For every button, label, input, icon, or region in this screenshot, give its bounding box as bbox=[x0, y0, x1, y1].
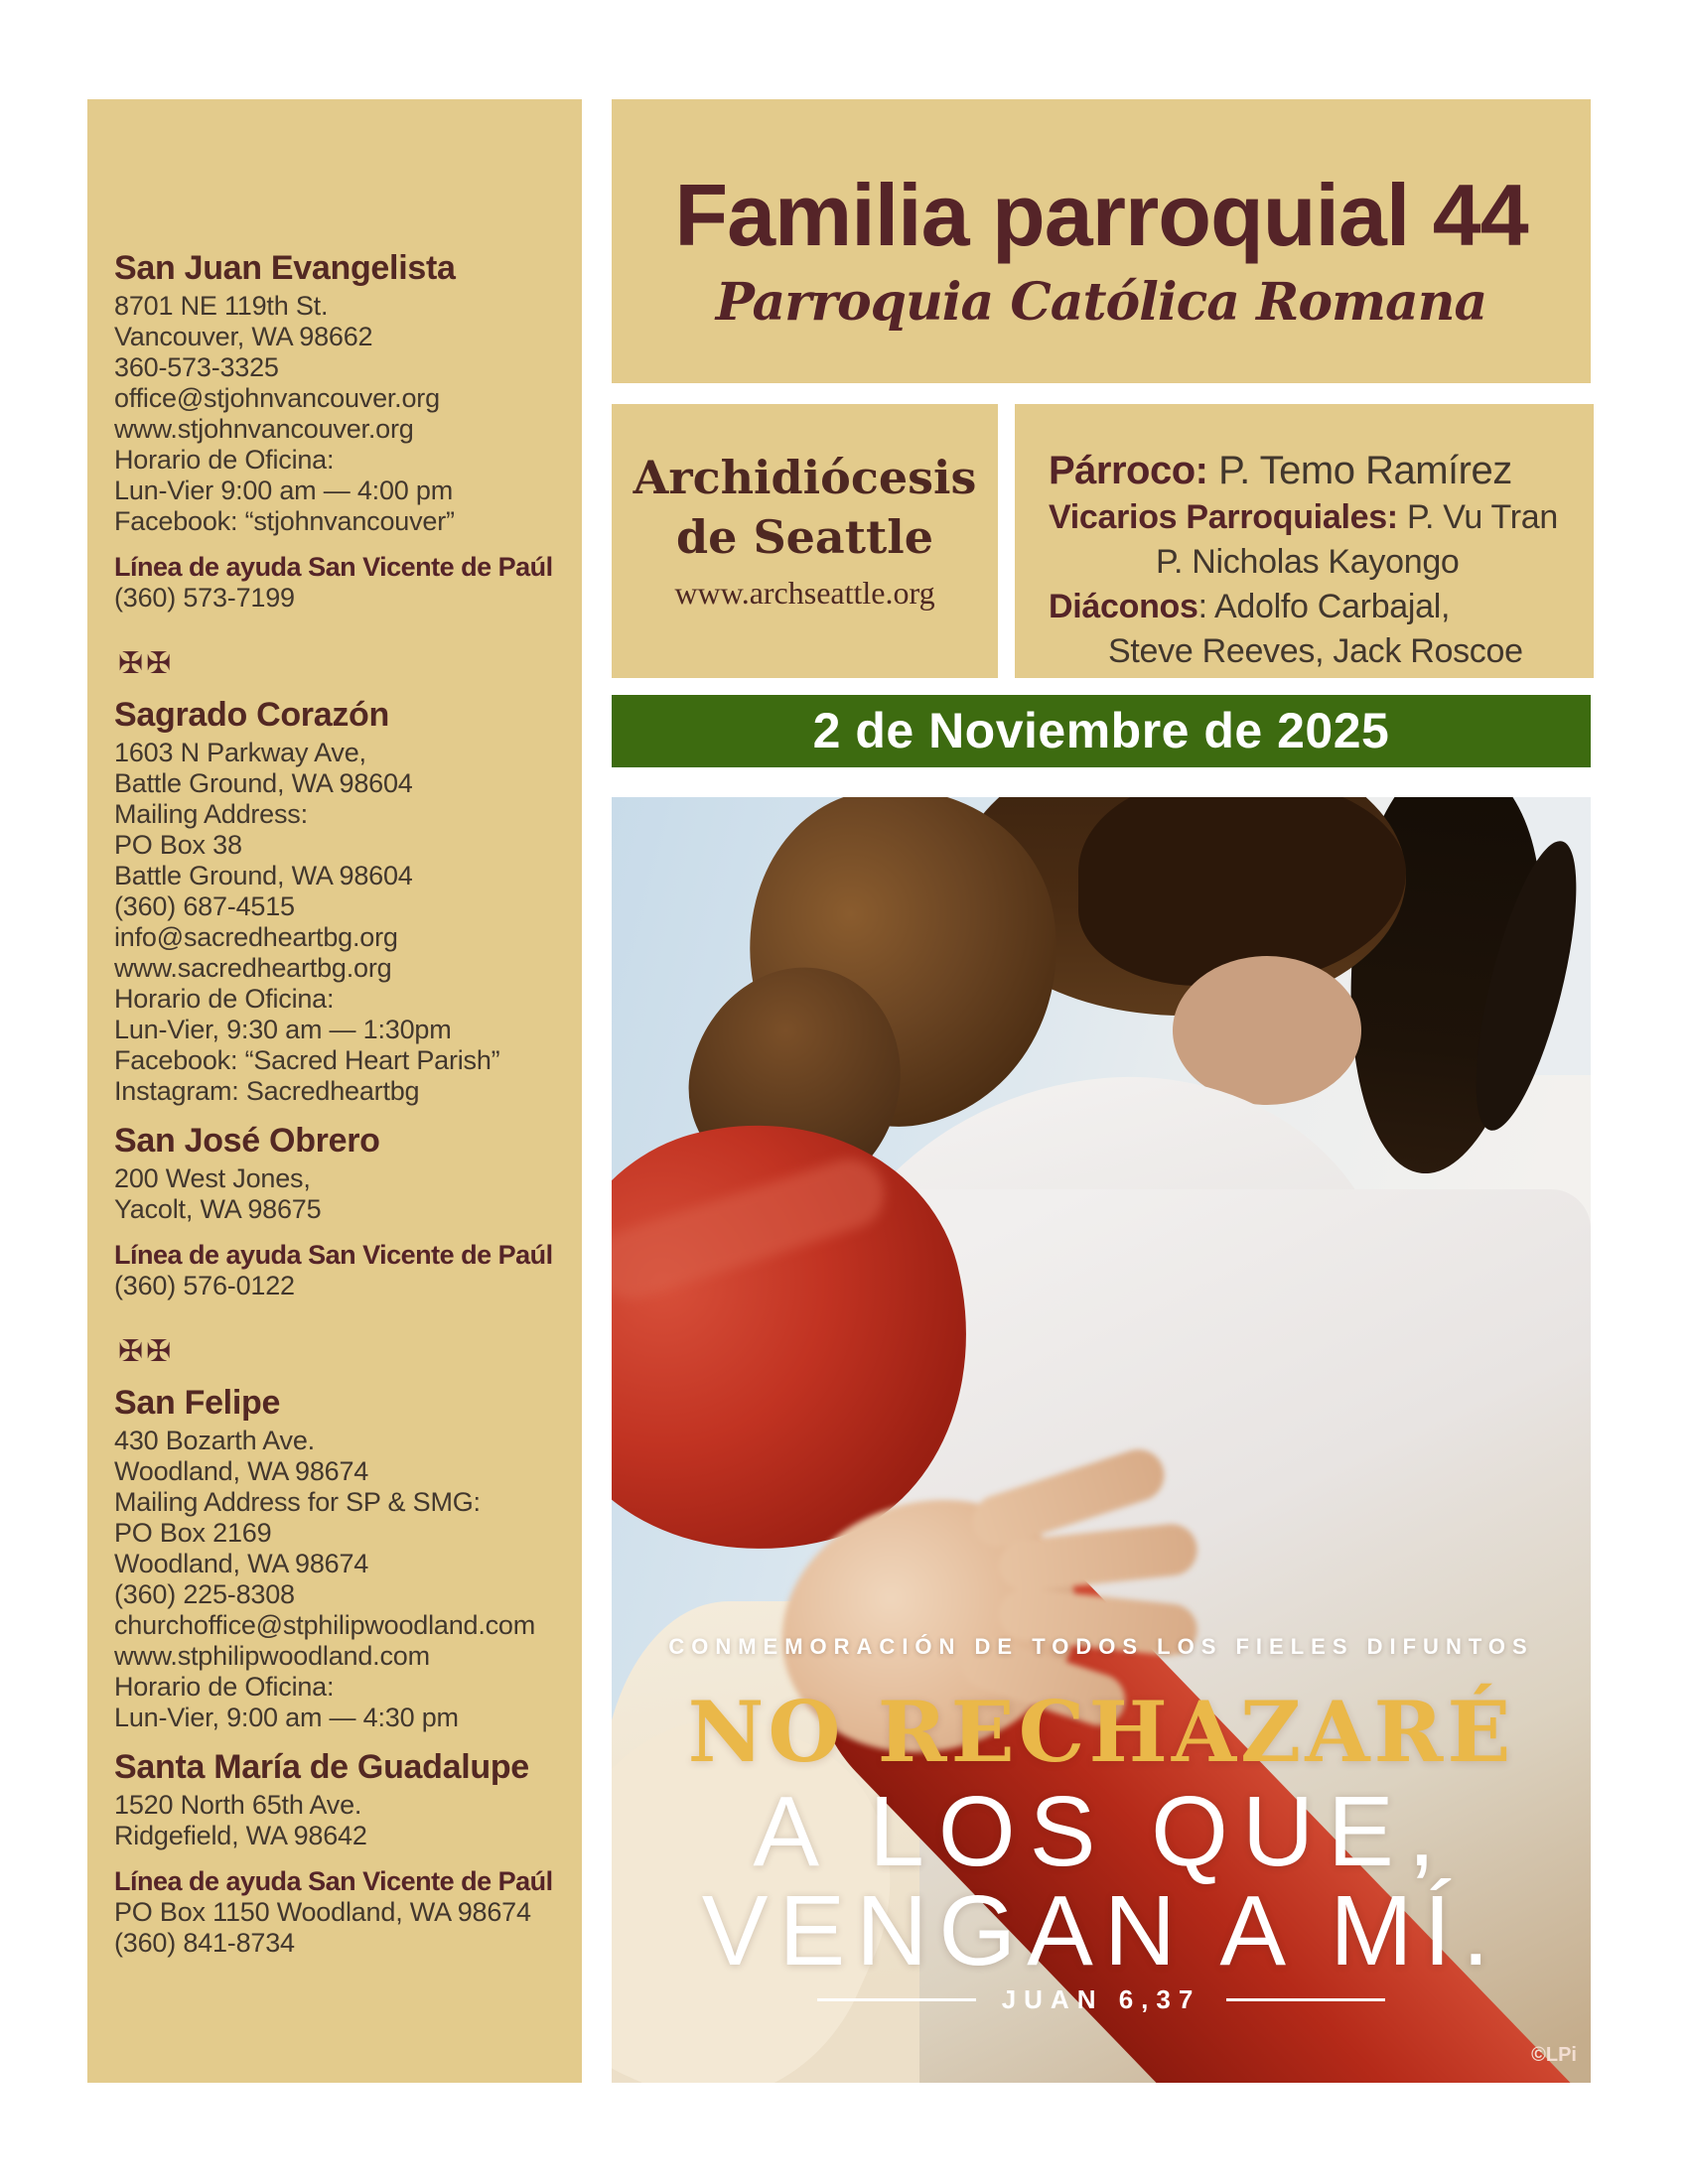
vicars-label: Vicarios Parroquiales: bbox=[1049, 498, 1398, 536]
address-line: (360) 687-4515 bbox=[114, 891, 295, 921]
vicar-name-1: P. Vu Tran bbox=[1397, 498, 1558, 536]
helpline-lines bbox=[114, 1897, 566, 1959]
church-name: San Felipe bbox=[114, 1384, 281, 1422]
quote-line-3: VENGAN A MÍ. bbox=[701, 1875, 1501, 1986]
clergy-box bbox=[1015, 404, 1594, 678]
archdiocese-website: www.archseattle.org bbox=[674, 575, 935, 611]
address-line: (360) 573-7199 bbox=[114, 583, 295, 613]
masthead bbox=[612, 99, 1591, 383]
helpline-lines bbox=[114, 583, 566, 614]
crosses-divider-icon: ✠✠ bbox=[118, 647, 175, 680]
address-line: Battle Ground, WA 98604 bbox=[114, 861, 413, 890]
pastor-line bbox=[1049, 446, 1594, 495]
archdiocese-name-line1: Archidiócesis bbox=[633, 451, 977, 504]
church-name: San Juan Evangelista bbox=[114, 249, 456, 287]
address-line: Lun-Vier, 9:00 am — 4:30 pm bbox=[114, 1703, 459, 1732]
church-name: San José Obrero bbox=[114, 1122, 380, 1160]
church-name: Sagrado Corazón bbox=[114, 696, 389, 734]
citation-text: JUAN 6,37 bbox=[1001, 1984, 1201, 2014]
helpline-label: Línea de ayuda San Vicente de Paúl bbox=[114, 552, 553, 582]
address-line: Instagram: Sacredheartbg bbox=[114, 1076, 420, 1106]
church-block-san-juan bbox=[114, 248, 566, 681]
pastor-label: Párroco: bbox=[1049, 449, 1208, 492]
address-line: www.stjohnvancouver.org bbox=[114, 414, 414, 444]
vicars-line bbox=[1049, 495, 1594, 540]
address-line: Lun-Vier, 9:30 am — 1:30pm bbox=[114, 1015, 452, 1044]
address-line: Facebook: “Sacred Heart Parish” bbox=[114, 1045, 500, 1075]
address-line: Woodland, WA 98674 bbox=[114, 1456, 369, 1486]
address-line: PO Box 38 bbox=[114, 830, 242, 860]
citation-rule-left bbox=[817, 1998, 976, 2001]
date-banner: 2 de Noviembre de 2025 bbox=[612, 695, 1591, 767]
address-line: Mailing Address: bbox=[114, 799, 308, 829]
quote-line-gold: NO RECHAZARÉ bbox=[687, 1683, 1515, 1781]
address-line: Ridgefield, WA 98642 bbox=[114, 1821, 367, 1850]
address-line: Mailing Address for SP & SMG: bbox=[114, 1487, 481, 1517]
bulletin-subtitle: Parroquia Católica Romana bbox=[715, 272, 1487, 333]
address-line: Lun-Vier 9:00 am — 4:00 pm bbox=[114, 476, 453, 505]
neck bbox=[1173, 956, 1361, 1105]
address-line: office@stjohnvancouver.org bbox=[114, 383, 440, 413]
helpline-label: Línea de ayuda San Vicente de Paúl bbox=[114, 1240, 553, 1270]
address-line: PO Box 1150 Woodland, WA 98674 bbox=[114, 1897, 531, 1927]
helpline-lines bbox=[114, 1271, 566, 1301]
bulletin-title: Familia parroquial 44 bbox=[674, 166, 1528, 264]
archdiocese-name-line2: de Seattle bbox=[676, 510, 933, 564]
address-line: 200 West Jones, bbox=[114, 1163, 311, 1193]
address-line: (360) 576-0122 bbox=[114, 1271, 295, 1300]
deacons-line bbox=[1049, 585, 1594, 629]
address-line: 1520 North 65th Ave. bbox=[114, 1790, 362, 1820]
church-address-lines bbox=[114, 1426, 566, 1733]
helpline-block bbox=[114, 1866, 566, 1959]
helpline-block bbox=[114, 552, 566, 614]
church-address-lines bbox=[114, 291, 566, 537]
church-address-lines bbox=[114, 738, 566, 1107]
church-name: Santa María de Guadalupe bbox=[114, 1748, 529, 1786]
address-line: www.sacredheartbg.org bbox=[114, 953, 392, 983]
feast-kicker: CONMEMORACIÓN DE TODOS LOS FIELES DIFUNTOS bbox=[668, 1634, 1534, 1659]
pastor-name: P. Temo Ramírez bbox=[1207, 449, 1512, 492]
address-line: (360) 225-8308 bbox=[114, 1579, 295, 1609]
church-block-sagrado-corazon bbox=[114, 695, 566, 1107]
deacon-names-1: : Adolfo Carbajal, bbox=[1197, 588, 1451, 625]
address-line: Battle Ground, WA 98604 bbox=[114, 768, 413, 798]
church-block-san-jose-obrero bbox=[114, 1121, 566, 1369]
helpline-label: Línea de ayuda San Vicente de Paúl bbox=[114, 1866, 553, 1896]
church-address-lines bbox=[114, 1163, 566, 1225]
address-line: 1603 N Parkway Ave, bbox=[114, 738, 366, 767]
address-line: www.stphilipwoodland.com bbox=[114, 1641, 430, 1671]
church-address-lines bbox=[114, 1790, 566, 1851]
address-line: (360) 841-8734 bbox=[114, 1928, 295, 1958]
address-line: Woodland, WA 98674 bbox=[114, 1549, 369, 1578]
address-line: Horario de Oficina: bbox=[114, 984, 335, 1014]
address-line: Facebook: “stjohnvancouver” bbox=[114, 506, 455, 536]
address-line: info@sacredheartbg.org bbox=[114, 922, 398, 952]
vicar-name-2: P. Nicholas Kayongo bbox=[1156, 543, 1460, 581]
archdiocese-box bbox=[612, 404, 998, 678]
address-line: Horario de Oficina: bbox=[114, 445, 335, 475]
address-line: 360-573-3325 bbox=[114, 352, 279, 382]
address-line: PO Box 2169 bbox=[114, 1518, 272, 1548]
citation-rule-right bbox=[1226, 1998, 1385, 2001]
parish-contact-sidebar bbox=[87, 99, 582, 2083]
church-block-san-felipe bbox=[114, 1383, 566, 1733]
address-line: 430 Bozarth Ave. bbox=[114, 1426, 315, 1455]
address-line: Horario de Oficina: bbox=[114, 1672, 335, 1702]
helpline-block bbox=[114, 1240, 566, 1301]
address-line: Yacolt, WA 98675 bbox=[114, 1194, 322, 1224]
deacon-names-2: Steve Reeves, Jack Roscoe bbox=[1108, 632, 1523, 670]
quote-line-2: A LOS QUE, bbox=[753, 1776, 1450, 1887]
lpi-credit: ©LPi bbox=[1531, 2044, 1577, 2066]
address-line: churchoffice@stphilipwoodland.com bbox=[114, 1610, 536, 1640]
address-line: Vancouver, WA 98662 bbox=[114, 322, 373, 351]
scripture-citation bbox=[612, 1984, 1591, 2015]
address-line: 8701 NE 119th St. bbox=[114, 291, 329, 321]
hero-photo bbox=[612, 797, 1591, 2083]
crosses-divider-icon: ✠✠ bbox=[118, 1335, 175, 1368]
church-block-santa-maria bbox=[114, 1747, 566, 1959]
deacons-label: Diáconos bbox=[1049, 588, 1198, 625]
